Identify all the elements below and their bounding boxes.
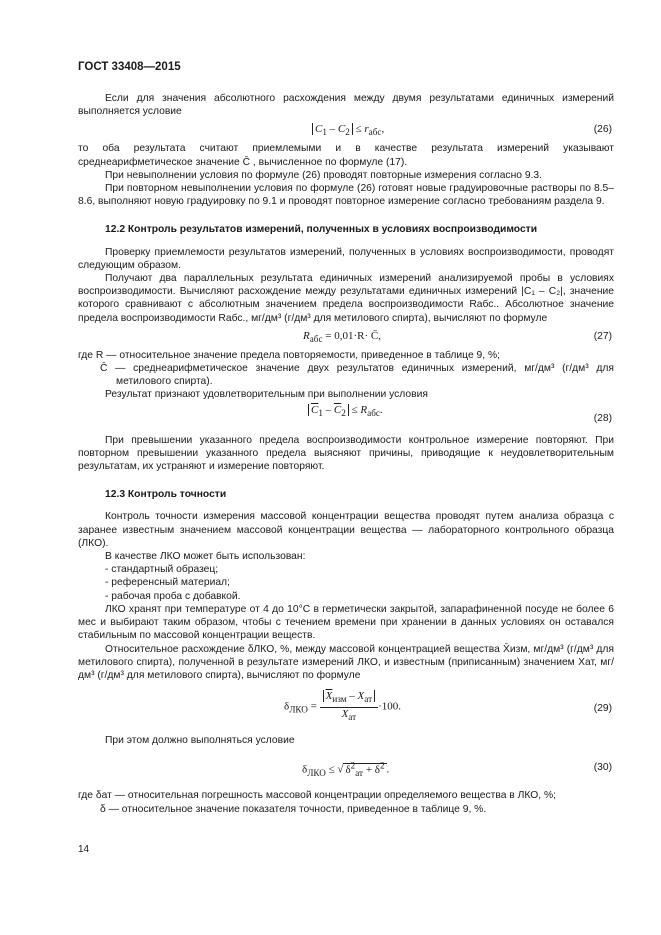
paragraph: то оба результата считают приемлемыми и в качестве результата измерений указывают среднеарифметическое значение C̄ , вычисленное по формуле (17). bbox=[78, 143, 614, 168]
paragraph: Если для значения абсолютного расхождения между двумя результатами единичных измерений выполняется условие bbox=[78, 93, 614, 118]
definition: где R — относительное значение предела повторяемости, приведенное в таблице 9, %; bbox=[78, 349, 500, 361]
equation-28 bbox=[78, 402, 614, 434]
equation-number: (29) bbox=[593, 703, 612, 715]
equation-27-formula: $R_{абс} = 0,01\cdot R\cdot$ C̄, bbox=[303, 329, 381, 345]
list-item: - референсный материал; bbox=[105, 577, 230, 589]
equation-number: (26) bbox=[593, 124, 612, 136]
equation-28-formula: $\overline{C}_1 - \overline{C}_2 \le R_{абс}$. bbox=[308, 404, 383, 420]
paragraph: Контроль точности измерения массовой концентрации вещества проводят путем анализа образца с заранее известным значением массовой концентрации вещества — лабораторного контрольного образца (ЛКО). bbox=[78, 511, 614, 549]
equation-26-formula: $C_1 - C_2 \le r_{абс}$, bbox=[312, 123, 384, 139]
section-heading: 12.2 Контроль результатов измерений, полученных в условиях воспроизводимости bbox=[105, 224, 538, 236]
paragraph: ЛКО хранят при температуре от 4 до 10°С в герметически закрытой, запарафиненной посуде не более 6 мес и выбирают таким образом, чтобы с течением времени при хранении в данных условиях он оставался стабильным по массовой концентрации веществ. bbox=[78, 603, 614, 642]
paragraph: При невыполнении условия по формуле (26) проводят повторные измерения согласно 9.3. bbox=[105, 169, 543, 181]
equation-29-formula: $\delta_{ЛКО}$ = $\frac{\overline{X}_{изм} - X_{ат}}{X_{ат}}$ ·100. bbox=[284, 690, 402, 722]
paragraph: Результат признают удовлетворительным при выполнении условия bbox=[105, 389, 428, 401]
document-body bbox=[78, 92, 614, 816]
equation-26 bbox=[78, 118, 614, 142]
equation-number: (28) bbox=[593, 412, 612, 424]
equation-27 bbox=[78, 325, 614, 349]
definition: C̄ — среднеарифметическое значение двух результатов единичных измерений, мг/дм³ (г/дм³ для метилового спирта). bbox=[100, 363, 614, 388]
paragraph: Проверку приемлемости результатов измерений, полученных в условиях воспроизводимости, проводят следующим образом. bbox=[78, 246, 614, 271]
equation-30 bbox=[78, 747, 614, 789]
definition: где δат — относительная погрешность массовой концентрации определяемого вещества в ЛКО, %; bbox=[78, 790, 557, 802]
section-heading: 12.3 Контроль точности bbox=[105, 489, 227, 501]
page-number: 14 bbox=[78, 844, 90, 855]
equation-29 bbox=[78, 682, 614, 734]
equation-number: (30) bbox=[593, 762, 612, 774]
paragraph: При превышении указанного предела воспроизводимости контрольное измерение повторяют. При повторном превышении указанного предела выясняют причины, приводящие к неудовлетворительным результатам, их устраняют и измерение повторяют. bbox=[78, 434, 614, 473]
paragraph: Относительное расхождение δЛКО, %, между массовой концентрацией вещества X̄изм, мг/дм³ (г/дм³ для метилового спирта), полученной в результате измерений ЛКО, и известным (приписанным) значением Xат, мг/дм³ (г/дм³ для метилового спирта), вычисляют по формуле bbox=[78, 643, 614, 681]
paragraph: Получают два параллельных результата единичных измерений анализируемой пробы в условиях воспроизводимости. Вычисляют расхождение между результатами единичных измерений |C₁ – C₂|, значение которого сравнивают с абсолютным значением предела воспроизводимости Rабс.. Абсолютное значение предела воспроизводимости Rабс., мг/дм³ (г/дм³ для метилового спирта), вычисляют по формуле bbox=[78, 273, 614, 324]
document-header: ГОСТ 33408—2015 bbox=[78, 61, 181, 73]
equation-number: (27) bbox=[593, 330, 612, 342]
list-item: - рабочая проба с добавкой. bbox=[105, 590, 241, 602]
paragraph: В качестве ЛКО может быть использован: bbox=[105, 551, 306, 563]
paragraph: При повторном невыполнении условия по формуле (26) готовят новые градуировочные растворы по 8.5–8.6, выполняют новую градуировку по 9.1 и проводят повторное измерение согласно требованиям раздела 9. bbox=[78, 183, 614, 208]
paragraph: При этом должно выполняться условие bbox=[105, 735, 295, 747]
definition: δ — относительное значение показателя точности, приведенное в таблице 9, %. bbox=[100, 803, 487, 815]
list-item: - стандартный образец; bbox=[105, 564, 219, 576]
equation-30-formula: $\delta_{ЛКО}$ ≤ √ $\delta^2_{ат} + \delta^2$ . bbox=[302, 760, 390, 779]
